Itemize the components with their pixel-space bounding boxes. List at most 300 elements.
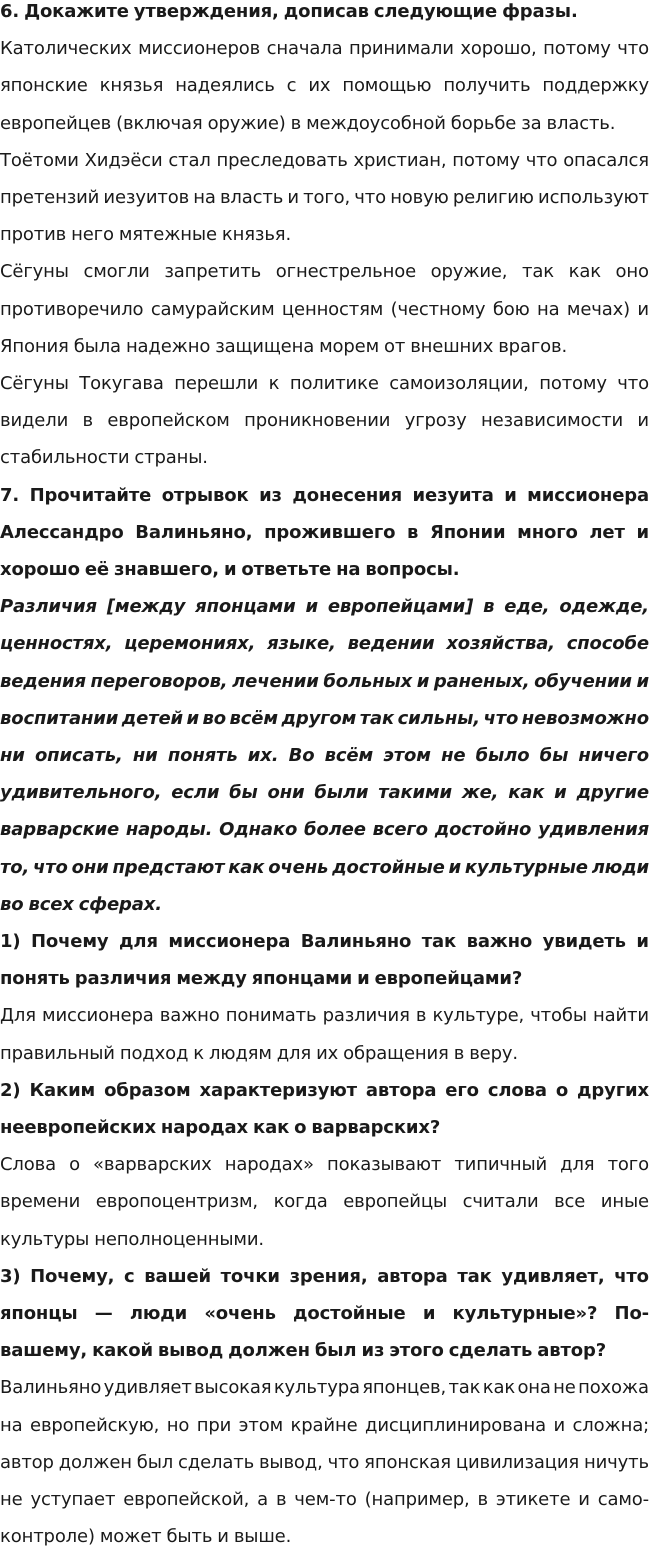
word: а bbox=[257, 1489, 269, 1510]
word: этикете bbox=[495, 1489, 571, 1510]
word: народы. bbox=[125, 819, 213, 841]
word: Тоётоми bbox=[0, 149, 79, 171]
text-line bbox=[0, 217, 649, 253]
word: языке, bbox=[267, 633, 336, 655]
word: неполноценными. bbox=[94, 1228, 264, 1250]
word: во bbox=[202, 707, 226, 729]
word: политике bbox=[289, 373, 379, 394]
word: Во bbox=[288, 745, 315, 766]
word: больных bbox=[323, 670, 413, 692]
word: и bbox=[287, 187, 299, 208]
word: оружие) bbox=[207, 112, 286, 134]
word: европейцев bbox=[0, 112, 112, 134]
word: так bbox=[359, 707, 395, 729]
word: японцев, bbox=[362, 1377, 447, 1399]
word: удивляет bbox=[103, 1377, 192, 1399]
text-line bbox=[0, 1370, 649, 1406]
text-line bbox=[0, 1184, 649, 1220]
word: угрозу bbox=[404, 410, 467, 432]
word: не bbox=[553, 1377, 576, 1399]
word: понять bbox=[0, 968, 70, 990]
text-line bbox=[0, 106, 649, 142]
word: «очень bbox=[204, 1303, 276, 1324]
word: в bbox=[275, 1489, 287, 1510]
word: слова bbox=[487, 1079, 547, 1101]
word: так bbox=[421, 931, 457, 952]
word: Для bbox=[0, 1005, 36, 1027]
word: используют bbox=[538, 187, 649, 208]
word: был bbox=[136, 1451, 174, 1473]
word: и bbox=[305, 596, 318, 618]
word: лечении bbox=[232, 670, 319, 692]
word: контроле) bbox=[0, 1526, 95, 1548]
word: что bbox=[327, 1451, 360, 1473]
word: претензий bbox=[0, 187, 100, 208]
word: удивительного, bbox=[0, 782, 162, 804]
word: иезуитов bbox=[103, 187, 190, 208]
word: [между bbox=[106, 596, 186, 618]
word: и bbox=[217, 1526, 229, 1548]
text-line bbox=[0, 961, 649, 997]
word: и bbox=[636, 670, 649, 692]
word: правильный bbox=[0, 1042, 115, 1064]
text-line bbox=[0, 589, 649, 625]
word: должен bbox=[58, 1451, 132, 1473]
word: надежно bbox=[125, 335, 211, 357]
word: (честному bbox=[390, 298, 486, 320]
word: различия bbox=[322, 1005, 410, 1027]
word: они bbox=[267, 782, 305, 804]
word: (включая bbox=[116, 112, 203, 134]
word: мятежные bbox=[118, 224, 217, 246]
text-line bbox=[0, 1036, 649, 1072]
text-line bbox=[0, 292, 649, 328]
word: была bbox=[73, 335, 121, 357]
word: власть. bbox=[546, 112, 616, 134]
word: она bbox=[517, 1377, 551, 1399]
text-line bbox=[0, 1482, 649, 1518]
word: власть bbox=[219, 187, 284, 208]
word: «варварских bbox=[93, 1154, 212, 1176]
word: Японии bbox=[430, 521, 506, 543]
word: чтобы bbox=[530, 1005, 587, 1027]
word: европейцами] bbox=[327, 596, 474, 618]
word: 6. bbox=[0, 1, 20, 22]
text-line bbox=[0, 701, 649, 737]
word: много bbox=[517, 521, 578, 543]
word: ни bbox=[132, 745, 158, 766]
word: перешли bbox=[174, 373, 259, 394]
word: принимали bbox=[348, 38, 454, 60]
word: уступает bbox=[30, 1489, 116, 1510]
word: потому bbox=[452, 149, 520, 171]
text-line bbox=[0, 1073, 649, 1109]
word: миссионеров bbox=[138, 38, 261, 60]
word: врагов. bbox=[498, 335, 568, 357]
word: вашей bbox=[144, 1265, 211, 1287]
word: страны. bbox=[134, 447, 208, 469]
word: ничуть bbox=[584, 1451, 649, 1473]
word: бы bbox=[229, 782, 258, 804]
word: во bbox=[0, 893, 24, 915]
word: отрывок bbox=[161, 484, 249, 506]
word: и bbox=[578, 1489, 590, 1510]
word: прожившего bbox=[264, 521, 396, 543]
word: какой bbox=[92, 1340, 153, 1362]
word: этом bbox=[238, 1414, 284, 1436]
word: и bbox=[422, 1303, 436, 1324]
word: на bbox=[0, 1414, 23, 1436]
word: ценностям bbox=[281, 298, 384, 320]
word: и bbox=[637, 410, 649, 432]
word: подход bbox=[119, 1042, 189, 1064]
word: японцами bbox=[251, 968, 353, 990]
word: между bbox=[176, 968, 247, 990]
word: хорошо bbox=[0, 559, 80, 580]
word: к bbox=[193, 1042, 204, 1064]
word: обращения bbox=[343, 1042, 449, 1064]
word: важно bbox=[466, 931, 533, 952]
word: и bbox=[636, 931, 649, 952]
word: должен bbox=[228, 1340, 310, 1362]
word: Почему, bbox=[30, 1265, 115, 1287]
text-line bbox=[0, 775, 649, 811]
word: одежде, bbox=[559, 596, 649, 618]
word: другие bbox=[576, 782, 649, 804]
word: иные bbox=[600, 1191, 649, 1213]
word: Токугава bbox=[79, 373, 164, 394]
word: что bbox=[33, 856, 68, 878]
word: иезуита bbox=[412, 484, 494, 506]
word: для bbox=[276, 1042, 312, 1064]
word: ни bbox=[0, 745, 25, 766]
word: что bbox=[483, 707, 519, 729]
word: самурайским bbox=[150, 298, 275, 320]
word: может bbox=[99, 1526, 162, 1548]
word: (например, bbox=[364, 1489, 470, 1510]
word: характеризуют bbox=[199, 1079, 357, 1101]
word: вашему, bbox=[0, 1340, 88, 1362]
word: на bbox=[193, 187, 216, 208]
word: Различия bbox=[0, 596, 97, 618]
word: и bbox=[357, 968, 370, 990]
word: Почему bbox=[30, 931, 109, 952]
word: не bbox=[0, 1489, 23, 1510]
word: японские bbox=[0, 75, 88, 97]
word: дисциплинирована bbox=[365, 1414, 546, 1436]
word: более bbox=[304, 819, 366, 841]
word: стал bbox=[168, 149, 211, 171]
word: для bbox=[119, 931, 158, 952]
word: и bbox=[553, 1414, 566, 1436]
word: поддержку bbox=[542, 75, 649, 97]
text-line bbox=[0, 924, 649, 960]
word: Валиньяно bbox=[0, 1377, 102, 1399]
text-line bbox=[0, 738, 649, 774]
word: народах» bbox=[224, 1154, 314, 1176]
text-line bbox=[0, 254, 649, 290]
word: способе bbox=[566, 633, 649, 655]
word: и bbox=[636, 521, 649, 543]
word: их. bbox=[247, 745, 279, 766]
word: религию bbox=[452, 187, 534, 208]
text-line bbox=[0, 664, 649, 700]
word: автор? bbox=[537, 1340, 607, 1362]
word: что bbox=[525, 149, 558, 171]
word: надеялись bbox=[175, 75, 275, 97]
word: в bbox=[453, 1042, 465, 1064]
word: считали bbox=[462, 1191, 539, 1213]
word: хорошо, bbox=[460, 38, 537, 60]
word: различия bbox=[74, 968, 172, 990]
word: всех bbox=[28, 893, 74, 915]
word: удивления bbox=[538, 819, 649, 841]
text-line bbox=[0, 1519, 649, 1548]
word: о bbox=[555, 1079, 569, 1101]
word: междоусобной bbox=[306, 112, 446, 134]
text-line bbox=[0, 1333, 649, 1369]
word: европоцентризм, bbox=[95, 1191, 258, 1213]
text-line bbox=[0, 515, 649, 551]
word: но bbox=[166, 1414, 190, 1436]
word: миссионера bbox=[168, 931, 291, 952]
word: были bbox=[314, 782, 369, 804]
text-line bbox=[0, 812, 649, 848]
word: и bbox=[448, 856, 461, 878]
word: варварские bbox=[0, 819, 120, 841]
word: бою bbox=[492, 298, 530, 320]
word: бы bbox=[539, 745, 569, 766]
word: того, bbox=[303, 187, 351, 208]
word: достойно bbox=[434, 819, 532, 841]
word: фразы. bbox=[502, 1, 578, 22]
word: вывод bbox=[157, 1340, 224, 1362]
word: при bbox=[196, 1414, 232, 1436]
word: автор bbox=[0, 1451, 54, 1473]
word: в bbox=[290, 112, 302, 134]
word: от bbox=[384, 335, 406, 357]
word: понять bbox=[167, 745, 238, 766]
word: времени bbox=[0, 1191, 81, 1213]
word: обучении bbox=[534, 670, 632, 692]
word: Валиньяно, bbox=[135, 521, 253, 543]
text-line bbox=[0, 68, 649, 104]
word: 7. bbox=[0, 484, 20, 506]
word: их bbox=[308, 75, 331, 97]
word: был bbox=[314, 1340, 357, 1362]
word: описать, bbox=[34, 745, 123, 766]
word: из bbox=[259, 484, 282, 506]
word: что bbox=[354, 187, 386, 208]
text-line bbox=[0, 1147, 649, 1183]
word: в bbox=[82, 410, 93, 432]
word: удивляет, bbox=[501, 1265, 605, 1287]
word: ответьте bbox=[241, 559, 332, 580]
word: европейском bbox=[107, 410, 230, 432]
word: чем-то bbox=[294, 1489, 357, 1510]
word: европейскую, bbox=[30, 1414, 160, 1436]
word: опасался bbox=[563, 149, 649, 171]
word: неевропейских bbox=[0, 1117, 156, 1138]
word: раненых, bbox=[433, 670, 530, 692]
word: из bbox=[361, 1340, 385, 1362]
word: Однако bbox=[219, 819, 298, 841]
text-line bbox=[0, 478, 649, 514]
word: культуры bbox=[0, 1228, 90, 1250]
word: люди bbox=[129, 1303, 188, 1324]
word: всего bbox=[372, 819, 428, 841]
word: ничего bbox=[578, 745, 649, 766]
word: автора bbox=[365, 1079, 437, 1101]
word: когда bbox=[273, 1191, 328, 1213]
word: этом bbox=[383, 745, 431, 766]
word: получить bbox=[443, 75, 531, 97]
word: на bbox=[336, 559, 361, 580]
word: По- bbox=[614, 1303, 649, 1324]
word: независимости bbox=[480, 410, 624, 432]
word: было bbox=[475, 745, 530, 766]
word: миссионера bbox=[42, 1005, 154, 1027]
word: Хидэёси bbox=[84, 149, 163, 171]
word: как bbox=[568, 261, 601, 283]
word: за bbox=[521, 112, 542, 134]
word: сильны, bbox=[397, 707, 480, 729]
word: Алессандро bbox=[0, 521, 124, 543]
word: как bbox=[482, 1377, 516, 1399]
word: Валиньяно bbox=[300, 931, 412, 952]
word: новую bbox=[390, 187, 449, 208]
word: и bbox=[554, 782, 567, 804]
word: люди bbox=[591, 856, 649, 878]
word: других bbox=[577, 1079, 649, 1101]
word: типичный bbox=[454, 1154, 548, 1176]
text-line bbox=[0, 998, 649, 1034]
word: все bbox=[554, 1191, 586, 1213]
word: вопросы. bbox=[365, 559, 460, 580]
word: этого bbox=[389, 1340, 444, 1362]
word: на bbox=[537, 298, 560, 320]
word: что bbox=[614, 1265, 649, 1287]
word: европейской, bbox=[123, 1489, 250, 1510]
text-line bbox=[0, 1110, 649, 1146]
word: цивилизация bbox=[455, 1451, 580, 1473]
word: князья. bbox=[221, 224, 292, 246]
word: ценностях, bbox=[0, 633, 113, 655]
word: миссионера bbox=[527, 484, 649, 506]
word: и bbox=[186, 707, 199, 729]
word: Докажите bbox=[24, 1, 129, 22]
word: еде, bbox=[504, 596, 550, 618]
word: лет bbox=[589, 521, 625, 543]
word: культурные bbox=[464, 856, 588, 878]
word: 3) bbox=[0, 1265, 21, 1287]
word: автора bbox=[377, 1265, 448, 1287]
word: запретить bbox=[164, 261, 262, 283]
word: противоречило bbox=[0, 298, 144, 320]
word: хозяйства, bbox=[446, 633, 555, 655]
word: воспитании bbox=[0, 707, 119, 729]
word: показывают bbox=[326, 1154, 442, 1176]
word: что bbox=[617, 373, 649, 394]
text-line bbox=[0, 552, 649, 588]
word: европейцы bbox=[343, 1191, 448, 1213]
word: народах bbox=[160, 1117, 248, 1138]
word: огнестрельное bbox=[275, 261, 416, 283]
word: стабильности bbox=[0, 447, 130, 469]
word: Католических bbox=[0, 38, 132, 60]
word: так bbox=[448, 1377, 481, 1399]
word: достойные bbox=[332, 856, 445, 878]
word: всём bbox=[324, 745, 374, 766]
word: князья bbox=[99, 75, 164, 97]
word: как bbox=[253, 1117, 290, 1138]
word: о bbox=[69, 1154, 80, 1176]
word: дописав bbox=[283, 1, 369, 22]
word: так bbox=[522, 261, 554, 283]
word: сделать bbox=[448, 1340, 533, 1362]
word: образом bbox=[104, 1079, 191, 1101]
word: утверждения, bbox=[133, 1, 279, 22]
word: оно bbox=[615, 261, 649, 283]
word: то, bbox=[0, 856, 30, 878]
text-line bbox=[0, 31, 649, 67]
word: как bbox=[508, 782, 545, 804]
word: смогли bbox=[83, 261, 150, 283]
word: само- bbox=[597, 1489, 649, 1510]
word: в bbox=[415, 1005, 427, 1027]
text-line bbox=[0, 626, 649, 662]
word: Прочитайте bbox=[29, 484, 152, 506]
word: в bbox=[407, 521, 419, 543]
text-line bbox=[0, 180, 649, 216]
word: всём bbox=[229, 707, 278, 729]
word: самоизоляции, bbox=[389, 373, 529, 394]
word: их bbox=[316, 1042, 339, 1064]
word: с bbox=[286, 75, 297, 97]
word: оружие, bbox=[430, 261, 508, 283]
word: морем bbox=[319, 335, 380, 357]
text-line bbox=[0, 1408, 649, 1444]
word: так bbox=[457, 1265, 492, 1287]
word: японская bbox=[364, 1451, 451, 1473]
word: очень bbox=[268, 856, 329, 878]
word: сначала bbox=[266, 38, 343, 60]
word: сферах. bbox=[78, 893, 162, 915]
word: увидеть bbox=[542, 931, 626, 952]
word: ведения bbox=[0, 670, 86, 692]
word: и bbox=[637, 298, 649, 320]
word: 2) bbox=[0, 1079, 21, 1101]
word: сделать bbox=[178, 1451, 255, 1473]
word: Сёгуны bbox=[0, 261, 69, 283]
word: против bbox=[0, 224, 67, 246]
word: Слова bbox=[0, 1154, 56, 1176]
word: Япония bbox=[0, 335, 69, 357]
word: другом bbox=[281, 707, 357, 729]
word: похожа bbox=[578, 1377, 649, 1399]
word: выше. bbox=[233, 1526, 292, 1548]
text-line bbox=[0, 143, 649, 179]
word: культуре, bbox=[432, 1005, 525, 1027]
text-line bbox=[0, 366, 649, 402]
word: что bbox=[617, 38, 649, 60]
word: Сёгуны bbox=[0, 373, 69, 394]
word: о bbox=[294, 1117, 307, 1138]
word: не bbox=[441, 745, 466, 766]
word: её bbox=[84, 559, 109, 580]
word: того bbox=[607, 1154, 649, 1176]
word: европейцами? bbox=[374, 968, 523, 990]
